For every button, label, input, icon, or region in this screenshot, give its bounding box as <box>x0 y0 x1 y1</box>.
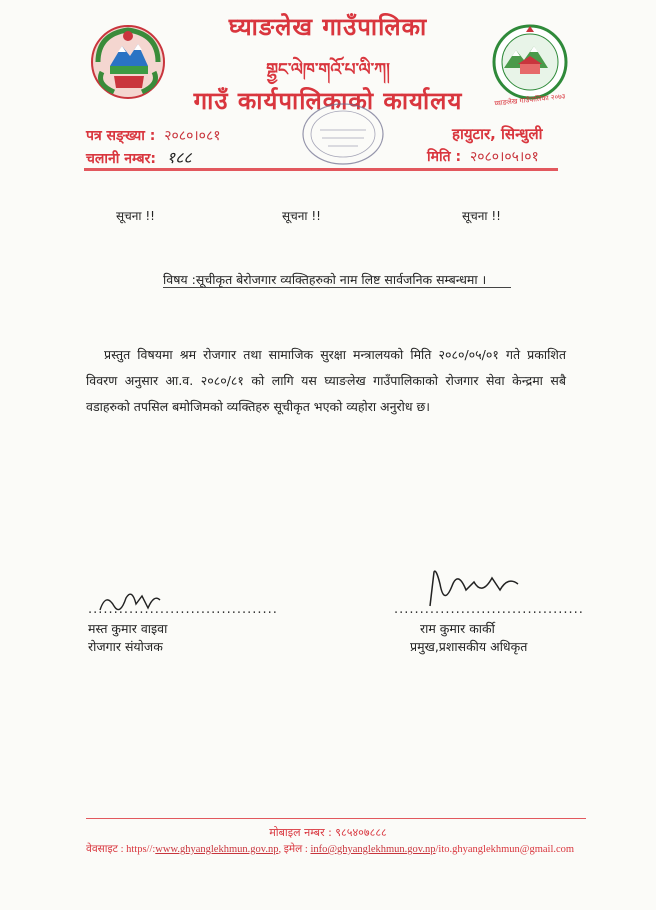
letter-body <box>86 342 566 420</box>
municipality-name-tibetan: གྷྱང་ལེཁ་གའོ་པ་ལི་ཀ། <box>266 60 390 80</box>
patra-sankhya <box>86 126 221 145</box>
right-logo-caption: घ्याङलेख गाउँपालिका २०७३ <box>494 92 566 108</box>
chalani-number <box>86 146 192 168</box>
office-place: हायुटार, सिन्धुली <box>452 125 543 143</box>
footer-divider <box>86 818 586 819</box>
website-label: वेवसाइट : https//: <box>86 844 156 855</box>
header-divider <box>84 168 558 171</box>
email-label: , इमेल : <box>278 844 311 855</box>
right-signer-title: प्रमुख,प्रशासकीय अधिकृत <box>410 639 528 654</box>
left-signer-title: रोजगार संयोजक <box>88 639 163 654</box>
notice-right: सूचना !! <box>462 209 501 223</box>
notice-center: सूचना !! <box>282 209 321 223</box>
email2-text: /ito.ghyanglekhmun@gmail.com <box>435 844 575 855</box>
website-link[interactable]: www.ghyanglekhmun.gov.np <box>155 844 279 855</box>
left-signer-name: मस्त कुमार वाइवा <box>88 621 168 636</box>
patra-value: २०८०।०८१ <box>164 128 221 144</box>
left-signature-line: ..................................... <box>88 602 278 617</box>
subject-underline <box>163 287 511 288</box>
miti <box>427 147 539 166</box>
footer-mobile: मोबाइल नम्बर : ९८५४०७८८८ <box>269 826 387 839</box>
office-name: गाउँ कार्यपालिकाको कार्यालय <box>193 87 463 115</box>
right-signer-name: राम कुमार कार्की <box>420 621 495 636</box>
body-paragraph: प्रस्तुत विषयमा श्रम रोजगार तथा सामाजिक सुरक्षा मन्त्रालयको मिति २०८०/०५/०१ गते प्रकाशित विवरण अनुसार आ.व. २०८०/८१ को लागि यस घ्याङलेख गाउँपालिकाको रोजगार सेवा केन्द्रमा सबै वडाहरुको तपसिल बमोजिमको व्यक्तिहरु सूचीकृत भएको व्यहोरा अनुरोध छ। <box>86 347 566 414</box>
subject-line: विषय :सूचीकृत बेरोजगार व्यक्तिहरुको नाम लिष्ट सार्वजनिक सम्बन्धमा । <box>163 272 487 287</box>
municipality-name: घ्याङलेख गाउँपालिका <box>228 13 428 41</box>
miti-value: २०८०।०५।०१ <box>469 149 539 165</box>
miti-label: मिति : <box>427 149 462 165</box>
patra-label: पत्र सङ्ख्या : <box>86 128 156 144</box>
email-link[interactable]: info@ghyanglekhmun.gov.np <box>310 844 436 855</box>
footer-contacts <box>86 842 606 856</box>
office-stamp <box>298 100 388 170</box>
notice-left: सूचना !! <box>116 209 155 223</box>
chalani-label: चलानी नम्बर: <box>86 151 156 167</box>
chalani-value: १८८ <box>166 148 192 167</box>
right-signature-line: ..................................... <box>394 602 584 617</box>
